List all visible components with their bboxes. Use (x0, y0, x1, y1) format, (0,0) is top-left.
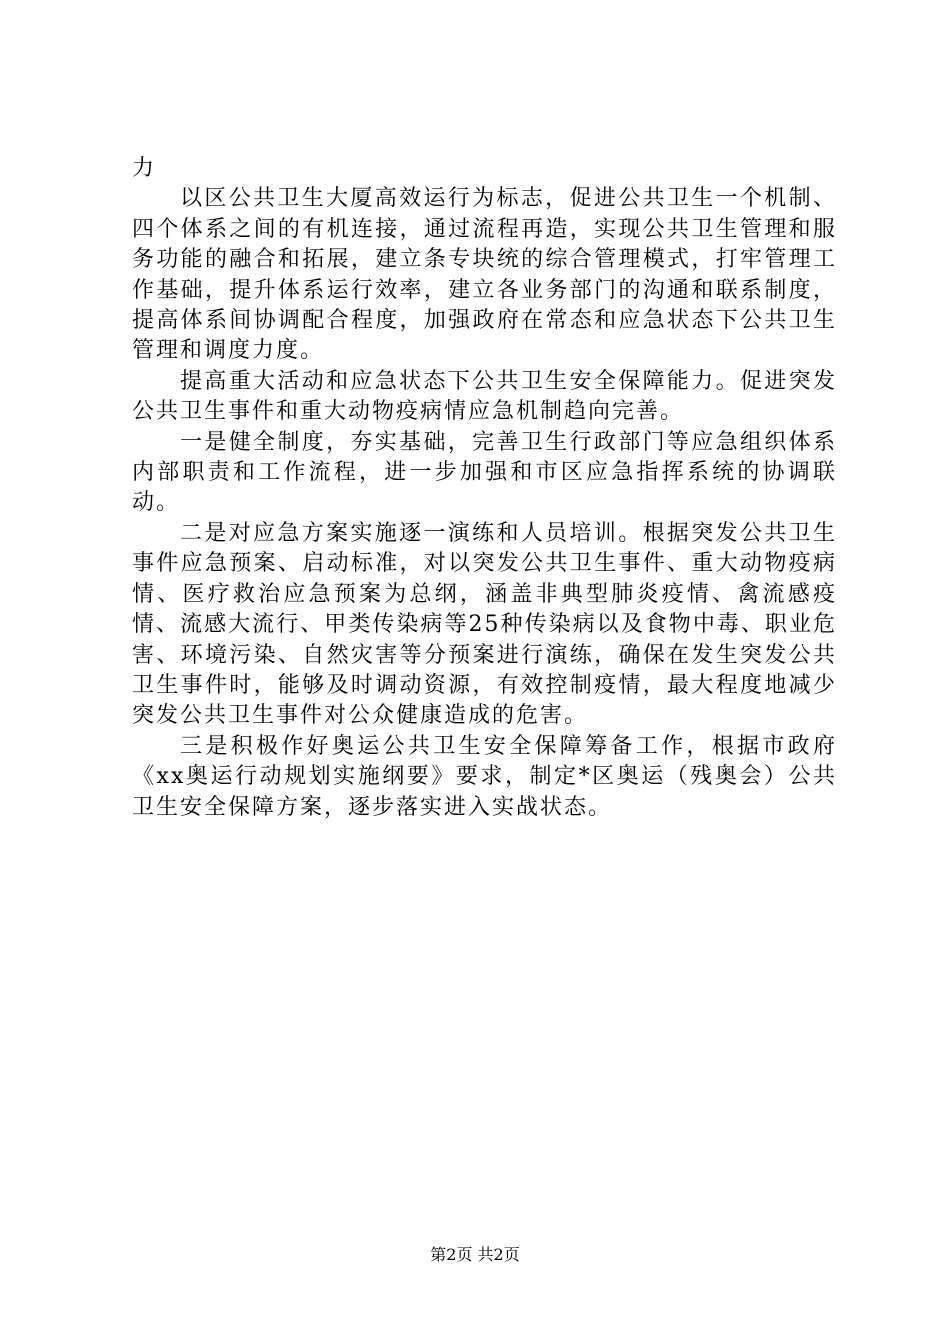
paragraph-point-three: 三是积极作好奥运公共卫生安全保障筹备工作，根据市政府《xx奥运行动规划实施纲要》要求，制定*区奥运（残奥会）公共卫生安全保障方案，逐步落实进入实战状态。 (132, 733, 837, 820)
document-body (132, 154, 837, 823)
paragraph-safety-capability: 提高重大活动和应急状态下公共卫生安全保障能力。促进突发公共卫生事件和重大动物疫病情应急机制趋向完善。 (132, 368, 837, 425)
paragraph-point-one: 一是健全制度，夯实基础，完善卫生行政部门等应急组织体系内部职责和工作流程，进一步加强和市区应急指挥系统的协调联动。 (132, 429, 837, 516)
paragraph-point-two: 二是对应急方案实施逐一演练和人员培训。根据突发公共卫生事件应急预案、启动标准，对以突发公共卫生事件、重大动物疫病情、医疗救治应急预案为总纲，涵盖非典型肺炎疫情、禽流感疫情、流感大流行、甲类传染病等25种传染病以及食物中毒、职业危害、环境污染、自然灾害等分预案进行演练，确保在发生突发公共卫生事件时，能够及时调动资源，有效控制疫情，最大程度地减少突发公共卫生事件对公众健康造成的危害。 (132, 520, 837, 729)
paragraph-management-model: 以区公共卫生大厦高效运行为标志，促进公共卫生一个机制、四个体系之间的有机连接，通过流程再造，实现公共卫生管理和服务功能的融合和拓展，建立条专块统的综合管理模式，打牢管理工作基础，提升体系运行效率，建立各业务部门的沟通和联系制度，提高体系间协调配合程度，加强政府在常态和应急状态下公共卫生管理和调度力度。 (132, 186, 837, 364)
paragraph-continuation: 力 (132, 156, 157, 181)
page-footer: 第2页 共2页 (430, 1245, 520, 1264)
